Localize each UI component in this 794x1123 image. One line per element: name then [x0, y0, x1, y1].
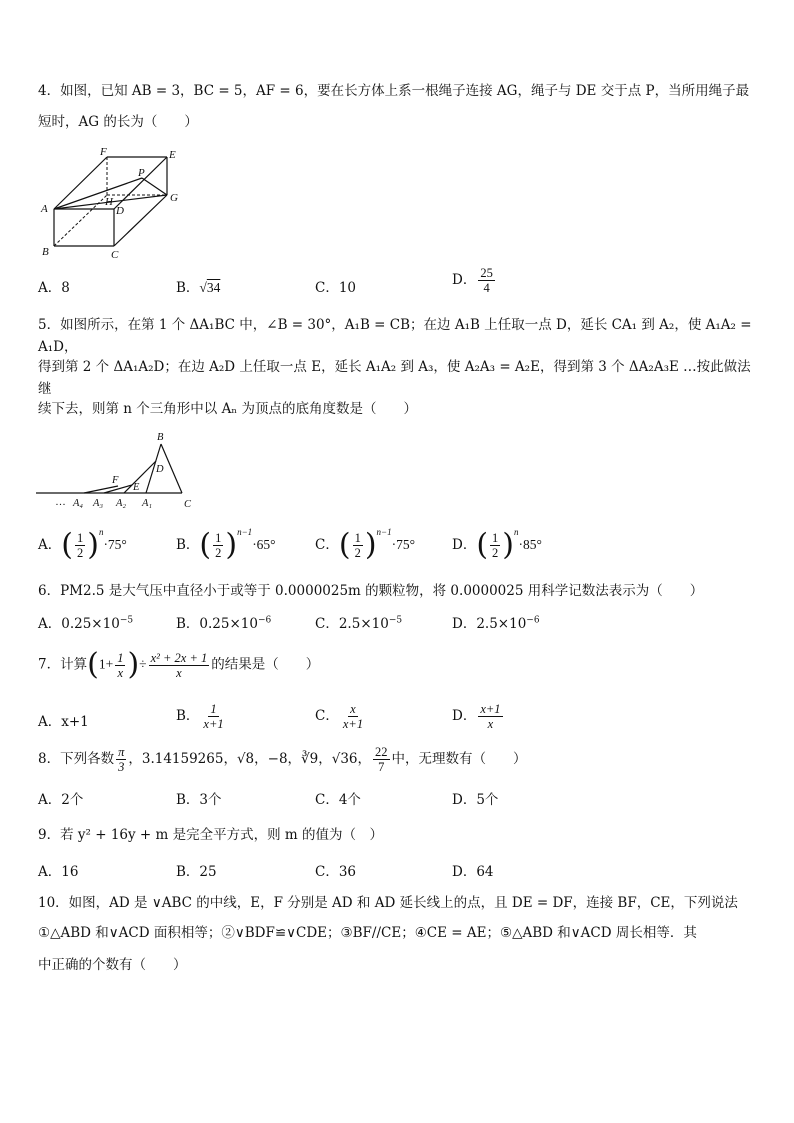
option-c-label: C． [315, 537, 339, 553]
fraction-denominator: 4 [483, 281, 490, 295]
question-5-line-2: 得到第 2 个 ΔA₁A₂D；在边 A₂D 上任取一点 E，延长 A₁A₂ 到 A₃，使 A₂A₃ = A₂E，得到第 3 个 ΔA₂A₃E …按此做法继 [38, 359, 751, 397]
half-fraction [75, 531, 85, 560]
option-d[interactable] [452, 527, 542, 561]
option-c[interactable] [315, 612, 402, 632]
fraction-denominator: x [117, 665, 124, 680]
divide-symbol: ÷ [139, 656, 147, 672]
option-b-label: B． [176, 708, 200, 724]
option-d[interactable]: D．64 [452, 864, 494, 880]
label-B: B [157, 432, 164, 443]
option-c[interactable] [315, 702, 367, 731]
one-plus: 1+ [98, 656, 114, 672]
option-d-label: D． [452, 272, 477, 288]
option-a-label: A． [38, 537, 62, 553]
fraction-denominator: 2 [354, 546, 361, 560]
fraction-numerator: x [350, 702, 356, 716]
option-a[interactable] [38, 527, 127, 561]
question-6-stem: 6．PM2.5 是大气压中直径小于或等于 0.0000025m 的颗粒物，将 0.0000025 用科学记数法表示为（ ） [38, 583, 704, 599]
option-b[interactable] [176, 276, 220, 296]
pi-fraction [116, 745, 126, 774]
option-d[interactable]: D．5个 [452, 792, 499, 808]
cuboid-figure [36, 145, 186, 260]
right-paren: ) [127, 647, 140, 682]
label-F: F [100, 146, 107, 158]
question-10-line-3: 中正确的个数有（ ） [38, 957, 187, 973]
label-E: E [133, 482, 140, 493]
option-a[interactable]: A．x+1 [38, 714, 89, 730]
option-a[interactable] [38, 612, 133, 632]
label-A: A [41, 203, 48, 215]
option-b-label: B． [176, 616, 200, 632]
left-paren: ( [338, 527, 351, 563]
option-b[interactable]: B．3个 [176, 792, 222, 808]
option-c[interactable]: C．36 [315, 864, 357, 880]
fraction-numerator: 1 [76, 531, 84, 545]
option-b-radicand: 34 [206, 280, 221, 295]
option-d-label: D． [452, 616, 477, 632]
label-P: P [138, 167, 145, 179]
question-10-line-2: ①△ABD 和∨ACD 面积相等；②∨BDF≌∨CDE；③BF//CE；④CE = AE；⑤△ABD 和∨ACD 周长相等．其 [38, 925, 697, 941]
option-c[interactable]: C．10 [315, 280, 357, 296]
right-paren: ) [364, 527, 377, 563]
option-b[interactable] [176, 527, 276, 561]
exponent: n−1 [376, 527, 392, 537]
option-b-label: B． [176, 280, 200, 296]
fraction-denominator: x+1 [203, 717, 224, 731]
fraction-denominator: 2 [76, 546, 84, 560]
option-b[interactable]: B．25 [176, 864, 217, 880]
fraction-denominator: 7 [378, 760, 385, 774]
fraction-denominator: 3 [118, 760, 125, 774]
option-c[interactable] [315, 527, 415, 561]
option-c-label: C． [315, 708, 339, 724]
option-a[interactable]: A．2个 [38, 792, 84, 808]
question-7-prefix: 7．计算 [38, 656, 88, 673]
option-c[interactable]: C．4个 [315, 792, 361, 808]
exponent: −5 [388, 615, 403, 626]
question-6-options [38, 612, 758, 642]
exponent: n [98, 527, 104, 537]
option-a[interactable]: A．16 [38, 864, 79, 880]
question-7-options [38, 702, 758, 738]
option-c-value: 2.5×10 [338, 616, 389, 632]
option-c-tail: ·75° [391, 537, 416, 552]
fraction-denominator: x [487, 717, 494, 731]
label-A3: A₃ [93, 498, 104, 509]
exponent: n [514, 527, 519, 537]
fraction-numerator: 1 [492, 531, 499, 545]
number-list: ，3.14159265，√8，−8，∛9，√36， [128, 751, 372, 767]
option-d[interactable] [452, 266, 497, 295]
exponent: −6 [257, 615, 272, 626]
label-H: H [105, 196, 113, 208]
option-b-fraction [201, 702, 225, 731]
option-a-value: 0.25×10 [61, 616, 120, 632]
twenty-two-sevenths [373, 745, 390, 774]
question-10-line-1: 10．如图，AD 是 ∨ABC 的中线，E，F 分别是 AD 和 AD 延长线上的点，且 DE = DF，连接 BF，CE，下列说法 [38, 895, 738, 911]
option-d[interactable] [452, 612, 540, 632]
question-9-stem: 9．若 y² + 16y + m 是完全平方式，则 m 的值为（ ） [38, 827, 383, 843]
fraction-denominator: x [176, 665, 182, 680]
exponent: n−1 [237, 527, 253, 537]
question-7-suffix: 的结果是（ ） [211, 656, 320, 673]
fraction-denominator: 2 [492, 546, 499, 560]
label-C: C [111, 249, 119, 260]
left-paren: ( [199, 527, 212, 563]
left-paren: ( [61, 527, 73, 563]
fraction-denominator: 2 [215, 546, 222, 560]
question-5-options [38, 527, 758, 563]
label-G: G [170, 192, 178, 204]
question-8-stem [38, 745, 758, 781]
option-a-label: A． [38, 616, 62, 632]
question-9-options [38, 860, 758, 890]
left-paren: ( [87, 647, 99, 682]
exponent: −5 [119, 615, 134, 626]
fraction-numerator: 22 [375, 745, 388, 759]
label-F: F [112, 475, 119, 486]
fraction-numerator: π [118, 745, 125, 759]
right-paren: ) [225, 527, 238, 563]
option-d-value: 2.5×10 [476, 616, 527, 632]
label-A1: A₁ [142, 498, 153, 509]
option-d-label: D． [452, 537, 477, 553]
label-D: D [156, 464, 164, 475]
option-b[interactable] [176, 612, 271, 632]
option-d-tail: ·85° [518, 537, 542, 552]
question-8-suffix: 中，无理数有（ ） [391, 751, 527, 767]
half-fraction [490, 531, 500, 560]
exponent: −6 [526, 615, 540, 626]
option-b-tail: ·65° [252, 537, 276, 552]
sqrt-symbol: √34 [199, 280, 221, 295]
option-d[interactable] [452, 702, 505, 731]
reciprocal-fraction [115, 651, 125, 680]
fraction-numerator: 1 [117, 650, 124, 665]
label-E: E [169, 149, 176, 161]
half-fraction [213, 531, 223, 560]
option-d-label: D． [452, 708, 477, 724]
label-A2: A₂ [116, 498, 127, 509]
option-d-fraction [478, 266, 495, 295]
question-4-line-1: 4．如图，已知 AB = 3，BC = 5，AF = 6，要在长方体上系一根绳子连接 AG，绳子与 DE 交于点 P，当所用绳子最 [38, 83, 750, 99]
fraction-numerator: x+1 [480, 702, 501, 716]
label-A4: A₄ [73, 498, 84, 509]
question-8-options [38, 788, 758, 818]
question-7-stem [38, 647, 758, 690]
label-D: D [116, 205, 124, 217]
label-C: C [184, 499, 192, 510]
option-b-value: 0.25×10 [199, 616, 258, 632]
right-paren: ) [87, 527, 99, 563]
fraction-numerator: 1 [354, 531, 361, 545]
quadratic-fraction [149, 651, 210, 680]
fraction-numerator: 25 [480, 266, 493, 280]
option-b-label: B． [176, 537, 200, 553]
triangle-sequence-figure [36, 428, 206, 512]
question-4-options [38, 266, 758, 302]
question-8-prefix: 8．下列各数 [38, 751, 115, 767]
fraction-denominator: x+1 [342, 717, 364, 731]
half-fraction [353, 531, 363, 560]
option-b[interactable] [176, 702, 228, 731]
label-B: B [42, 246, 49, 258]
question-5-line-1: 5．如图所示，在第 1 个 ΔA₁BC 中，∠B = 30°，A₁B = CB；在边 A₁B 上任取一点 D，延长 CA₁ 到 A₂，使 A₁A₂ = A₁D， [38, 317, 752, 355]
option-c-label: C． [315, 616, 339, 632]
option-a[interactable]: A．8 [38, 280, 70, 296]
left-paren: ( [476, 527, 489, 563]
label-ellipsis: … [56, 497, 66, 508]
option-d-fraction [478, 702, 502, 731]
fraction-numerator: 1 [210, 702, 217, 716]
right-paren: ) [502, 527, 515, 563]
fraction-numerator: x² + 2x + 1 [150, 650, 208, 665]
question-5-line-3: 续下去，则第 n 个三角形中以 Aₙ 为顶点的底角度数是（ ） [38, 401, 417, 417]
fraction-numerator: 1 [215, 531, 222, 545]
option-c-fraction [341, 702, 365, 731]
option-a-tail: ·75° [103, 537, 127, 552]
question-4-line-2: 短时，AG 的长为（ ） [38, 114, 198, 130]
